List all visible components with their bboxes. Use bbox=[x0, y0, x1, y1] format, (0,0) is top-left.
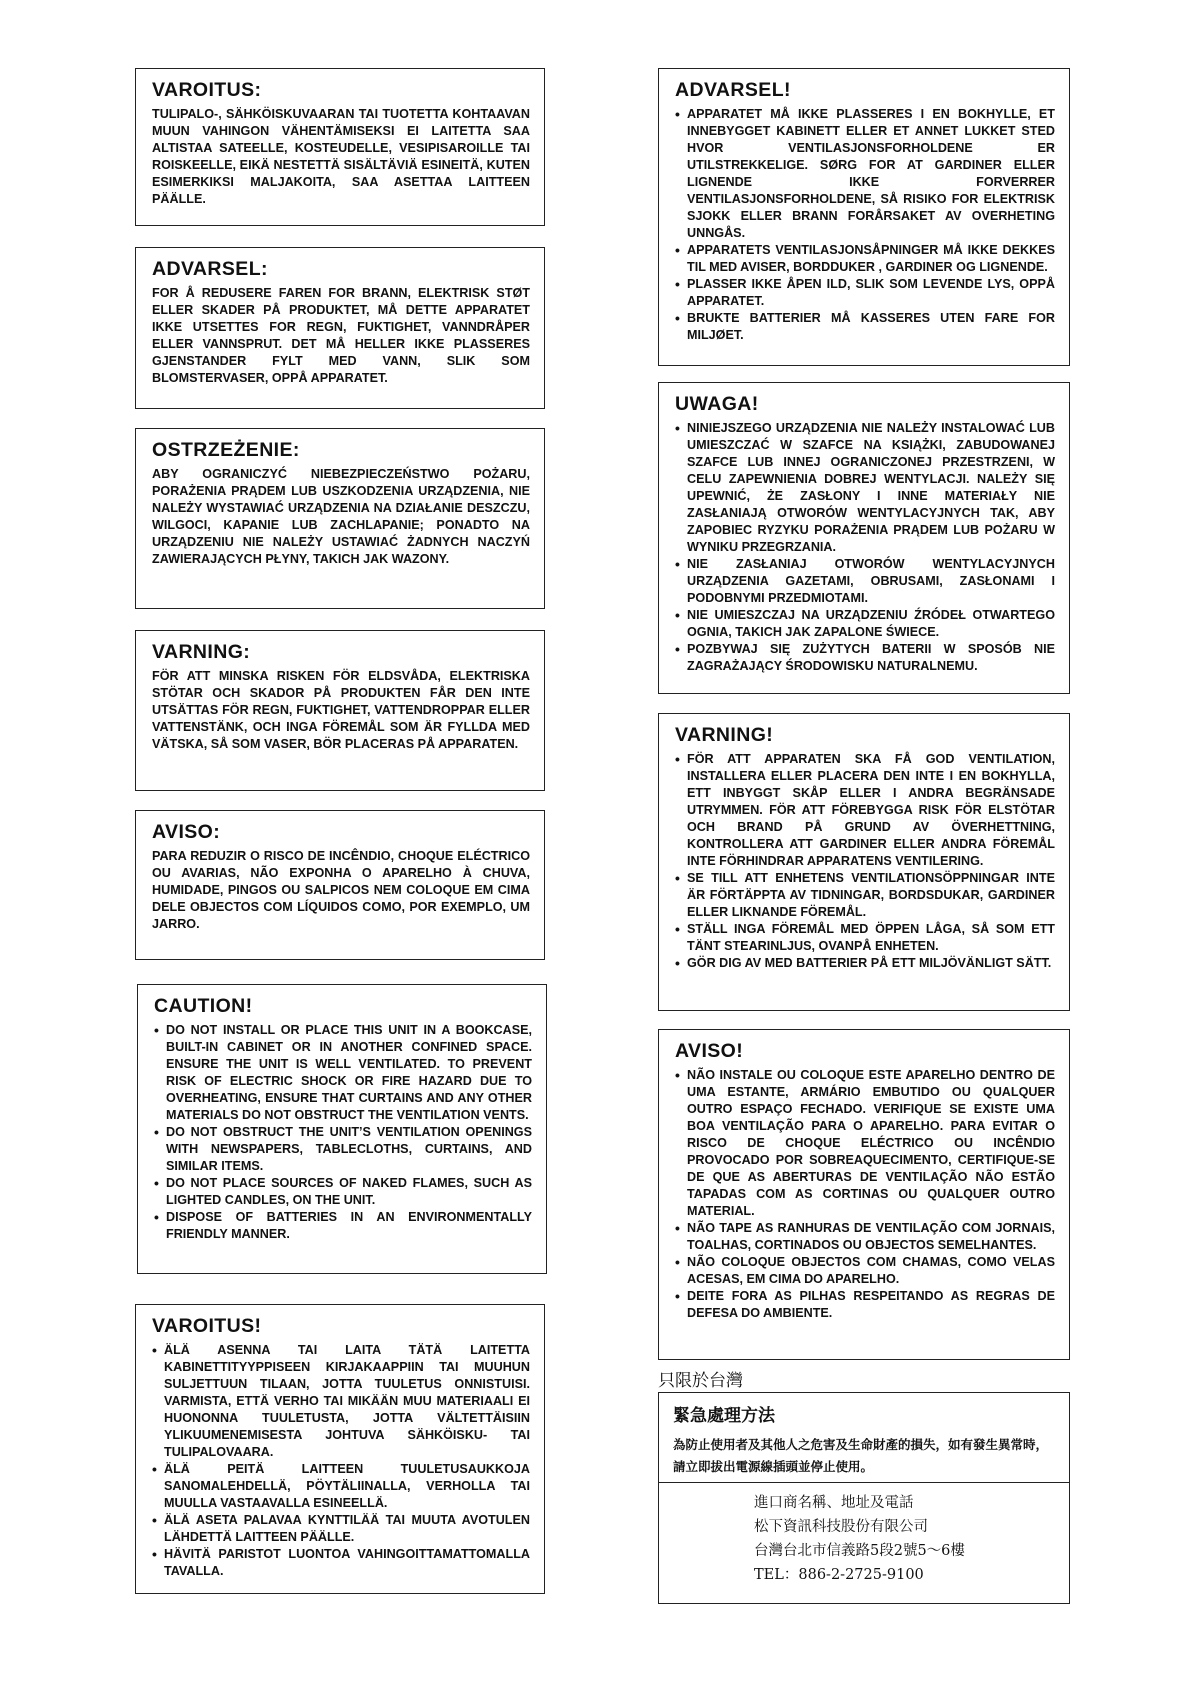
caution-list bbox=[152, 1342, 530, 1580]
box-text: ABY OGRANICZYĆ NIEBEZPIECZEŃSTWO POŻARU, PORAŻENIA PRĄDEM LUB USZKODZENIA URZĄDZENIA, NIE NALEŻY WYSTAWIAĆ URZĄDZENIA NA DZIAŁANIE DESZCZU, WILGOCI, KAPANIE LUB ZACHLAPANIE; PONADTO NA URZĄDZENIU NIE NALEŻY USTAWIAĆ ŻADNYCH NACZYŃ ZAWIERAJĄCYCH PŁYNY, TAKICH JAK WAZONY. bbox=[152, 467, 530, 566]
list-item: • NÃO COLOQUE OBJECTOS COM CHAMAS, COMO VELAS ACESAS, EM CIMA DO APARELHO. bbox=[675, 1254, 1055, 1288]
list-item: • NIE ZASŁANIAJ OTWORÓW WENTYLACYJNYCH URZĄDZENIA GAZETAMI, OBRUSAMI, ZASŁONAMI I PODOBNYMI PRZEDMIOTAMI. bbox=[675, 556, 1055, 607]
caution-list bbox=[675, 751, 1055, 972]
box-title: AVISO! bbox=[675, 1040, 744, 1062]
warning-box-pl-1 bbox=[135, 428, 545, 609]
list-item: • NÃO INSTALE OU COLOQUE ESTE APARELHO DENTRO DE UMA ESTANTE, ARMÁRIO EMBUTIDO OU QUALQUER OUTRO ESPAÇO FECHADO. VERIFIQUE SE EXISTE UMA BOA VENTILAÇÃO PARA O APARELHO. PARA EVITAR O RISCO DE CHOQUE ELÉCTRICO OU INCÊNDIO PROVOCADO POR SOBREAQUECIMENTO, CERTIFIQUE-SE DE QUE AS ABERTURAS DE VENTILAÇÃO NÃO ESTÃO TAPADAS COM AS CORTINAS OU QUALQUER OUTRO MATERIAL. bbox=[675, 1067, 1055, 1220]
list-item: • DISPOSE OF BATTERIES IN AN ENVIRONMENTALLY FRIENDLY MANNER. bbox=[154, 1209, 532, 1243]
caution-list bbox=[675, 106, 1055, 344]
list-item: • NIE UMIESZCZAJ NA URZĄDZENIU ŹRÓDEŁ OTWARTEGO OGNIA, TAKICH JAK ZAPALONE ŚWIECE. bbox=[675, 607, 1055, 641]
box-title: UWAGA! bbox=[675, 393, 759, 415]
caution-box-no bbox=[658, 68, 1070, 366]
emergency-text: 為防止使用者及其他人之危害及生命財產的損失，如有發生異常時，請立即拔出電源線插頭並停止使用。 bbox=[673, 1437, 1049, 1474]
list-item: • NINIEJSZEGO URZĄDZENIA NIE NALEŻY INSTALOWAĆ LUB UMIESZCZAĆ W SZAFCE NA KSIĄŻKI, ZABUDOWANEJ SZAFCE LUB INNEJ OGRANICZONEJ PRZESTRZENI, W CELU ZAPEWNIENIA DOBREJ WENTYLACJI. NALEŻY SIĘ UPEWNIĆ, ŻE ZASŁONY I INNE MATERIAŁY NIE ZASŁANIAJĄ OTWORÓW WENTYLACYJNYCH TAK, ABY ZAPOBIEC RYZYKU PORAŻENIA PRĄDEM LUB POŻARU W WYNIKU PRZEGRZANIA. bbox=[675, 420, 1055, 556]
caution-box-en bbox=[137, 984, 547, 1274]
list-item: • DO NOT PLACE SOURCES OF NAKED FLAMES, SUCH AS LIGHTED CANDLES, ON THE UNIT. bbox=[154, 1175, 532, 1209]
list-item: • PLASSER IKKE ÅPEN ILD, SLIK SOM LEVENDE LYS, OPPÅ APPARATET. bbox=[675, 276, 1055, 310]
warning-box-sv-1 bbox=[135, 630, 545, 791]
box-text: PARA REDUZIR O RISCO DE INCÊNDIO, CHOQUE ELÉCTRICO OU AVARIAS, NÃO EXPONHA O APARELHO À CHUVA, HUMIDADE, PINGOS OU SALPICOS NEM COLOQUE EM CIMA DELE OBJECTOS COM LÍQUIDOS COMO, POR EXEMPLO, UM JARRO. bbox=[152, 849, 530, 931]
box-text: TULIPALO-, SÄHKÖISKUVAARAN TAI TUOTETTA KOHTAAVAN MUUN VAHINGON VÄHENTÄMISEKSI EI LAITETTA SAA ALTISTAA SATEELLE, KOSTEUDELLE, VESIPISAROILLE TAI ROISKEELLE, EIKÄ NESTETTÄ SISÄLTÄVIÄ ESINEITÄ, KUTEN ESIMERKIKSI MALJAKOITA, SAA ASETTAA LAITTEEN PÄÄLLE. bbox=[152, 107, 530, 206]
list-item: • STÄLL INGA FÖREMÅL MED ÖPPEN LÅGA, SÅ SOM ETT TÄNT STEARINLJUS, OVANPÅ ENHETEN. bbox=[675, 921, 1055, 955]
warning-box-no-1 bbox=[135, 247, 545, 409]
emergency-section bbox=[659, 1393, 1069, 1483]
taiwan-only-label: 只限於台灣 bbox=[658, 1371, 743, 1391]
box-text: FÖR ATT MINSKA RISKEN FÖR ELDSVÅDA, ELEKTRISKA STÖTAR OCH SKADOR PÅ PRODUKTEN FÅR DEN INTE UTSÄTTAS FÖR REGN, FUKTIGHET, VATTENDROPPAR ELLER VATTENSTÄNK, OCH INGA FÖREMÅL SOM ÄR FYLLDA MED VÄTSKA, SÅ SOM VASER, BÖR PLACERAS PÅ APPARATEN. bbox=[152, 669, 530, 751]
importer-phone: TEL：886-2-2725-9100 bbox=[754, 1567, 924, 1583]
list-item: • ÄLÄ PEITÄ LAITTEEN TUULETUSAUKKOJA SANOMALEHDELLÄ, PÖYTÄLIINALLA, VERHOLLA TAI MUULLA VASTAAVALLA ESINEELLÄ. bbox=[152, 1461, 530, 1512]
box-title: VAROITUS: bbox=[152, 79, 262, 101]
box-title: VAROITUS! bbox=[152, 1315, 262, 1337]
box-title: VARNING: bbox=[152, 641, 251, 663]
warning-box-pt-1 bbox=[135, 810, 545, 960]
caution-box-pl bbox=[658, 382, 1070, 694]
list-item: • APPARATETS VENTILASJONSÅPNINGER MÅ IKKE DEKKES TIL MED AVISER, BORDDUKER , GARDINER OG LIGNENDE. bbox=[675, 242, 1055, 276]
importer-contact bbox=[659, 1483, 1069, 1587]
caution-list bbox=[675, 1067, 1055, 1322]
box-text: FOR Å REDUSERE FAREN FOR BRANN, ELEKTRISK STØT ELLER SKADER PÅ PRODUKTET, MÅ DETTE APPARATET IKKE UTSETTES FOR REGN, FUKTIGHET, VANNDRÅPER ELLER VANNSPRUT. DET MÅ HELLER IKKE PLASSERES GJENSTANDER FYLT MED VANN, SLIK SOM BLOMSTERVASER, OPPÅ APPARATET. bbox=[152, 286, 530, 385]
list-item: • DO NOT INSTALL OR PLACE THIS UNIT IN A BOOKCASE, BUILT-IN CABINET OR IN ANOTHER CONFINED SPACE. ENSURE THE UNIT IS WELL VENTILATED. TO PREVENT RISK OF ELECTRIC SHOCK OR FIRE HAZARD DUE TO OVERHEATING, ENSURE THAT CURTAINS AND ANY OTHER MATERIALS DO NOT OBSTRUCT THE VENTILATION VENTS. bbox=[154, 1022, 532, 1124]
list-item: • DO NOT OBSTRUCT THE UNIT’S VENTILATION OPENINGS WITH NEWSPAPERS, TABLECLOTHS, CURTAINS, AND SIMILAR ITEMS. bbox=[154, 1124, 532, 1175]
box-title: AVISO: bbox=[152, 821, 221, 843]
emergency-title: 緊急處理方法 bbox=[673, 1406, 775, 1426]
list-item: • GÖR DIG AV MED BATTERIER PÅ ETT MILJÖVÄNLIGT SÄTT. bbox=[675, 955, 1055, 972]
caution-list bbox=[154, 1022, 532, 1243]
caution-list bbox=[675, 420, 1055, 675]
list-item: • DEITE FORA AS PILHAS RESPEITANDO AS REGRAS DE DEFESA DO AMBIENTE. bbox=[675, 1288, 1055, 1322]
box-title: ADVARSEL! bbox=[675, 79, 791, 101]
caution-box-fi bbox=[135, 1304, 545, 1594]
box-title: ADVARSEL: bbox=[152, 258, 268, 280]
box-title: VARNING! bbox=[675, 724, 774, 746]
list-item: • ÄLÄ ASETA PALAVAA KYNTTILÄÄ TAI MUUTA AVOTULEN LÄHDETTÄ LAITTEEN PÄÄLLE. bbox=[152, 1512, 530, 1546]
box-title: OSTRZEŻENIE: bbox=[152, 439, 300, 461]
list-item: • NÃO TAPE AS RANHURAS DE VENTILAÇÃO COM JORNAIS, TOALHAS, CORTINADOS OU OBJECTOS SEMELHANTES. bbox=[675, 1220, 1055, 1254]
list-item: • SE TILL ATT ENHETENS VENTILATIONSÖPPNINGAR INTE ÄR FÖRTÄPPTA AV TIDNINGAR, BORDSDUKAR, GARDINER ELLER LIKNANDE FÖREMÅL. bbox=[675, 870, 1055, 921]
list-item: • APPARATET MÅ IKKE PLASSERES I EN BOKHYLLE, ET INNEBYGGET KABINETT ELLER ET ANNET LUKKET STED HVOR VENTILASJONSFORHOLDENE ER UTILSTREKKELIGE. SØRG FOR AT GARDINER ELLER LIGNENDE IKKE FORVERRER VENTILASJONSFORHOLDENE, SÅ RISIKO FOR ELEKTRISK SJOKK ELLER BRANN FORÅRSAKET AV OVERHETING UNNGÅS. bbox=[675, 106, 1055, 242]
caution-box-pt bbox=[658, 1029, 1070, 1360]
list-item: • ÄLÄ ASENNA TAI LAITA TÄTÄ LAITETTA KABINETTITYYPPISEEN KIRJAKAAPPIIN TAI MUUHUN SULJETTUUN TILAAN, JOTTA TUULETUS ONNISTUISI. VARMISTA, ETTÄ VERHO TAI MIKÄÄN MUU MATERIAALI EI HUONONNA TUULETUSTA, JOTTA VÄLTETTÄISIIN YLIKUUMENEMISESTA JOHTUVA SÄHKÖISKU- TAI TULIPALOVAARA. bbox=[152, 1342, 530, 1461]
importer-address: 台灣台北市信義路5段2號5～6樓 bbox=[754, 1543, 965, 1559]
taiwan-emergency-box bbox=[658, 1392, 1070, 1604]
list-item: • POZBYWAJ SIĘ ZUŻYTYCH BATERII W SPOSÓB NIE ZAGRAŻAJĄCY ŚRODOWISKU NATURALNEMU. bbox=[675, 641, 1055, 675]
list-item: • BRUKTE BATTERIER MÅ KASSERES UTEN FARE FOR MILJØET. bbox=[675, 310, 1055, 344]
importer-heading: 進口商名稱、地址及電話 bbox=[754, 1495, 914, 1511]
box-title: CAUTION! bbox=[154, 995, 253, 1017]
list-item: • FÖR ATT APPARATEN SKA FÅ GOD VENTILATION, INSTALLERA ELLER PLACERA DEN INTE I EN BOKHYLLA, ETT INBYGGT SKÅP ELLER I ANDRA BEGRÄNSADE UTRYMMEN. FÖR ATT FÖREBYGGA RISK FÖR ELSTÖTAR OCH BRAND PÅ GRUND AV ÖVERHETTNING, KONTROLLERA ATT GARDINER ELLER ANDRA FÖREMÅL INTE FÖRHINDRAR APPARATENS VENTILERING. bbox=[675, 751, 1055, 870]
warning-box-fi-1 bbox=[135, 68, 545, 226]
caution-box-sv bbox=[658, 713, 1070, 1011]
list-item: • HÄVITÄ PARISTOT LUONTOA VAHINGOITTAMATTOMALLA TAVALLA. bbox=[152, 1546, 530, 1580]
importer-company: 松下資訊科技股份有限公司 bbox=[754, 1519, 928, 1535]
